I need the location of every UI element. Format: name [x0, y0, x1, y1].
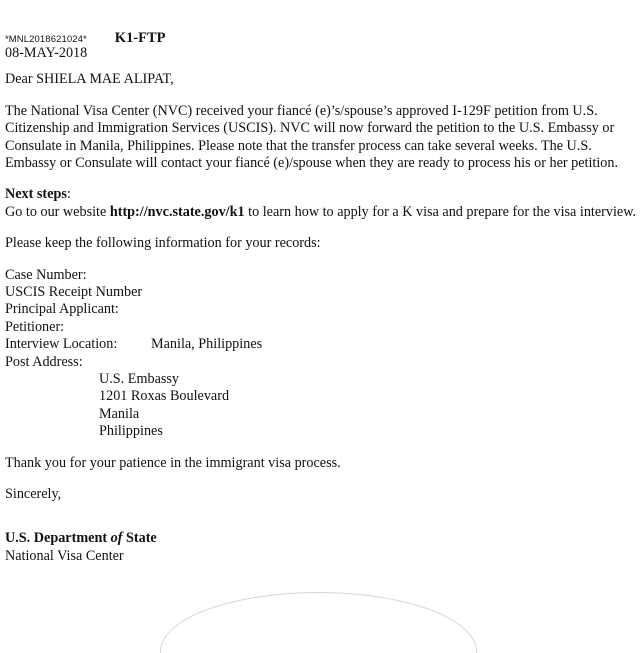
interview-location-row	[5, 336, 637, 353]
principal-applicant-row	[5, 301, 637, 318]
next-steps-title: Next steps	[5, 186, 67, 203]
nvc-website-link[interactable]: http://nvc.state.gov/k1	[109, 203, 245, 220]
interview-location-value: Manila, Philippines	[151, 336, 263, 353]
intro-paragraph: The National Visa Center (NVC) received your fiancé (e)’s/spouse’s approved I-129F petition from U.S. Citizenship and Immigration Services (USCIS). NVC will now forward the petition to the U.S. Embassy or Consulate in Manila, Philippines. Please note that the transfer process can take several weeks. The U.S. Embassy or Consulate will contact your fiancé (e)/spouse when they are ready to process his or her petition.	[5, 102, 619, 172]
letter-page	[5, 27, 637, 565]
address-line: U.S. Embassy	[99, 371, 180, 387]
interview-location-label: Interview Location:	[5, 336, 118, 353]
letter-header	[5, 27, 637, 45]
next-steps-paragraph	[5, 204, 637, 221]
salutation: Dear SHIELA MAE ALIPAT,	[5, 71, 174, 88]
next-steps-colon: :	[66, 186, 71, 203]
form-code: K1-FTP	[114, 30, 166, 46]
letter-date: 08-MAY-2018	[5, 45, 88, 61]
department-name-pre: U.S. Department	[5, 530, 111, 547]
post-address-label: Post Address:	[5, 353, 83, 370]
address-line: 1201 Roxas Boulevard	[99, 388, 230, 405]
barcode-id: *MNL2018621024*	[5, 34, 87, 45]
petitioner-label: Petitioner:	[5, 318, 65, 335]
keep-info-text: Please keep the following information for your records:	[5, 235, 321, 252]
address-line: Philippines	[99, 423, 163, 440]
department-name-post: State	[122, 530, 157, 547]
next-steps-text-post: to learn how to apply for a K visa and prepare for the visa interview.	[244, 203, 637, 220]
records-block	[5, 267, 637, 441]
principal-applicant-label: Principal Applicant:	[5, 301, 119, 318]
uscis-receipt-row	[5, 284, 637, 301]
uscis-receipt-label: USCIS Receipt Number	[5, 284, 143, 301]
thanks-text: Thank you for your patience in the immigrant visa process.	[5, 454, 341, 471]
next-steps-text-pre: Go to our website	[5, 203, 110, 220]
case-number-row	[5, 267, 637, 284]
sincerely-text: Sincerely,	[5, 486, 62, 503]
case-number-label: Case Number:	[5, 266, 87, 283]
post-address-block	[5, 371, 637, 441]
next-steps-heading	[5, 186, 637, 203]
address-line: Manila	[99, 405, 140, 422]
stamp-outline	[160, 592, 477, 653]
post-address-row	[5, 354, 637, 371]
petitioner-row	[5, 319, 637, 336]
center-name: National Visa Center	[5, 547, 124, 564]
department-name-of: of	[110, 530, 123, 547]
signature-block	[5, 530, 637, 565]
department-name	[5, 530, 637, 547]
